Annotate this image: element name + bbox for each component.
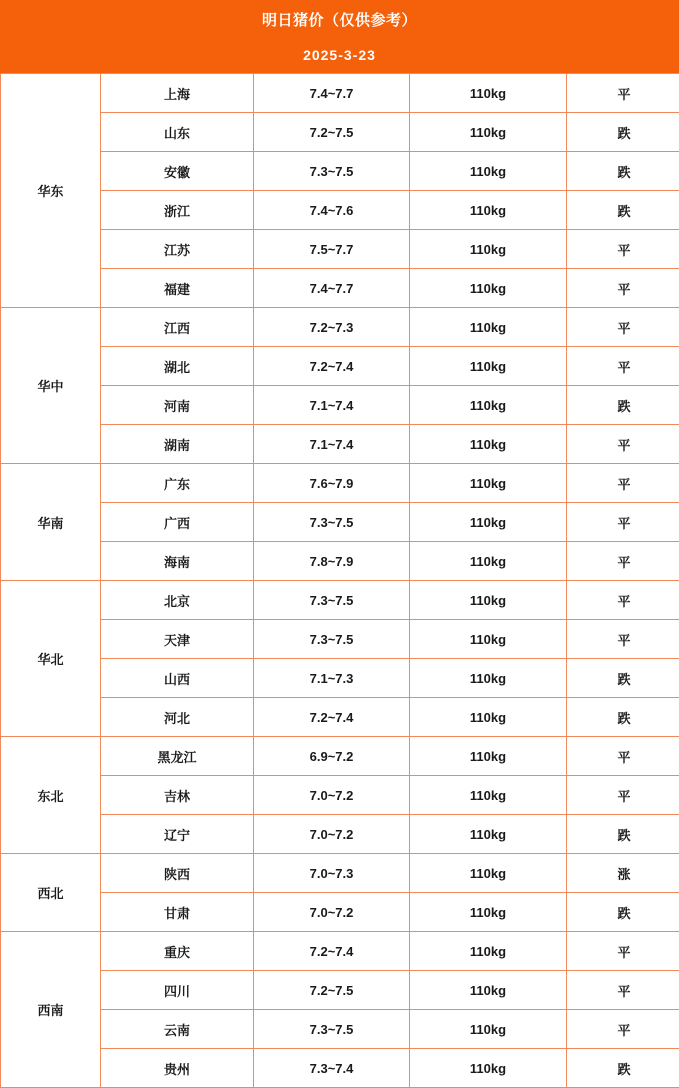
province-cell: 吉林 <box>101 776 254 815</box>
table-row <box>1 347 679 386</box>
province-cell: 贵州 <box>101 1049 254 1088</box>
table-row <box>1 659 679 698</box>
price-cell: 7.0~7.2 <box>254 815 410 854</box>
price-cell: 7.2~7.5 <box>254 971 410 1010</box>
province-cell: 云南 <box>101 1010 254 1049</box>
region-cell: 华南 <box>1 464 101 581</box>
province-cell: 广东 <box>101 464 254 503</box>
province-cell: 浙江 <box>101 191 254 230</box>
weight-cell: 110kg <box>410 581 567 620</box>
province-cell: 北京 <box>101 581 254 620</box>
province-cell: 湖南 <box>101 425 254 464</box>
table-row <box>1 737 679 776</box>
price-table <box>0 73 679 1088</box>
price-cell: 7.1~7.4 <box>254 425 410 464</box>
price-cell: 7.3~7.4 <box>254 1049 410 1088</box>
province-cell: 广西 <box>101 503 254 542</box>
trend-cell: 平 <box>567 464 679 503</box>
province-cell: 山西 <box>101 659 254 698</box>
region-cell: 华中 <box>1 308 101 464</box>
weight-cell: 110kg <box>410 1010 567 1049</box>
price-cell: 7.4~7.6 <box>254 191 410 230</box>
weight-cell: 110kg <box>410 425 567 464</box>
trend-cell: 平 <box>567 74 679 113</box>
table-row <box>1 971 679 1010</box>
province-cell: 甘肃 <box>101 893 254 932</box>
table-row <box>1 932 679 971</box>
weight-cell: 110kg <box>410 1049 567 1088</box>
region-cell: 西北 <box>1 854 101 932</box>
province-cell: 福建 <box>101 269 254 308</box>
price-cell: 7.0~7.3 <box>254 854 410 893</box>
price-cell: 7.0~7.2 <box>254 776 410 815</box>
trend-cell: 平 <box>567 503 679 542</box>
table-row <box>1 1049 679 1088</box>
trend-cell: 跌 <box>567 815 679 854</box>
trend-cell: 平 <box>567 581 679 620</box>
province-cell: 四川 <box>101 971 254 1010</box>
table-row <box>1 152 679 191</box>
table-row <box>1 503 679 542</box>
price-cell: 7.1~7.3 <box>254 659 410 698</box>
table-row <box>1 1010 679 1049</box>
price-cell: 7.2~7.4 <box>254 347 410 386</box>
table-row <box>1 776 679 815</box>
table-row <box>1 854 679 893</box>
weight-cell: 110kg <box>410 854 567 893</box>
weight-cell: 110kg <box>410 464 567 503</box>
table-row <box>1 230 679 269</box>
province-cell: 河北 <box>101 698 254 737</box>
trend-cell: 平 <box>567 347 679 386</box>
trend-cell: 跌 <box>567 659 679 698</box>
trend-cell: 跌 <box>567 893 679 932</box>
table-row <box>1 74 679 113</box>
weight-cell: 110kg <box>410 620 567 659</box>
price-cell: 7.8~7.9 <box>254 542 410 581</box>
price-cell: 7.5~7.7 <box>254 230 410 269</box>
region-cell: 华东 <box>1 74 101 308</box>
province-cell: 辽宁 <box>101 815 254 854</box>
table-row <box>1 542 679 581</box>
trend-cell: 跌 <box>567 1049 679 1088</box>
weight-cell: 110kg <box>410 776 567 815</box>
weight-cell: 110kg <box>410 152 567 191</box>
trend-cell: 跌 <box>567 698 679 737</box>
price-cell: 7.4~7.7 <box>254 74 410 113</box>
trend-cell: 平 <box>567 308 679 347</box>
trend-cell: 平 <box>567 737 679 776</box>
price-cell: 7.2~7.4 <box>254 932 410 971</box>
province-cell: 湖北 <box>101 347 254 386</box>
table-row <box>1 893 679 932</box>
weight-cell: 110kg <box>410 932 567 971</box>
weight-cell: 110kg <box>410 542 567 581</box>
table-row <box>1 425 679 464</box>
price-cell: 7.0~7.2 <box>254 893 410 932</box>
weight-cell: 110kg <box>410 191 567 230</box>
trend-cell: 平 <box>567 971 679 1010</box>
price-cell: 7.4~7.7 <box>254 269 410 308</box>
region-cell: 东北 <box>1 737 101 854</box>
weight-cell: 110kg <box>410 737 567 776</box>
weight-cell: 110kg <box>410 230 567 269</box>
price-cell: 7.1~7.4 <box>254 386 410 425</box>
weight-cell: 110kg <box>410 659 567 698</box>
trend-cell: 跌 <box>567 152 679 191</box>
weight-cell: 110kg <box>410 347 567 386</box>
weight-cell: 110kg <box>410 386 567 425</box>
weight-cell: 110kg <box>410 503 567 542</box>
weight-cell: 110kg <box>410 308 567 347</box>
trend-cell: 跌 <box>567 386 679 425</box>
table-row <box>1 698 679 737</box>
trend-cell: 平 <box>567 269 679 308</box>
table-row <box>1 620 679 659</box>
trend-cell: 平 <box>567 620 679 659</box>
price-cell: 7.3~7.5 <box>254 581 410 620</box>
trend-cell: 平 <box>567 230 679 269</box>
price-cell: 7.2~7.3 <box>254 308 410 347</box>
trend-cell: 平 <box>567 425 679 464</box>
table-row <box>1 191 679 230</box>
region-cell: 华北 <box>1 581 101 737</box>
province-cell: 江苏 <box>101 230 254 269</box>
province-cell: 黑龙江 <box>101 737 254 776</box>
trend-cell: 平 <box>567 1010 679 1049</box>
province-cell: 安徽 <box>101 152 254 191</box>
weight-cell: 110kg <box>410 113 567 152</box>
price-cell: 7.3~7.5 <box>254 1010 410 1049</box>
price-cell: 7.3~7.5 <box>254 152 410 191</box>
weight-cell: 110kg <box>410 893 567 932</box>
price-cell: 7.3~7.5 <box>254 620 410 659</box>
price-table-body <box>1 74 679 1088</box>
weight-cell: 110kg <box>410 269 567 308</box>
trend-cell: 跌 <box>567 191 679 230</box>
price-cell: 7.3~7.5 <box>254 503 410 542</box>
table-row <box>1 815 679 854</box>
province-cell: 重庆 <box>101 932 254 971</box>
page-title: 明日猪价（仅供参考） <box>0 0 679 38</box>
weight-cell: 110kg <box>410 74 567 113</box>
trend-cell: 涨 <box>567 854 679 893</box>
province-cell: 天津 <box>101 620 254 659</box>
trend-cell: 平 <box>567 776 679 815</box>
trend-cell: 平 <box>567 542 679 581</box>
province-cell: 江西 <box>101 308 254 347</box>
price-cell: 7.6~7.9 <box>254 464 410 503</box>
table-row <box>1 464 679 503</box>
province-cell: 山东 <box>101 113 254 152</box>
table-row <box>1 581 679 620</box>
weight-cell: 110kg <box>410 971 567 1010</box>
price-cell: 6.9~7.2 <box>254 737 410 776</box>
province-cell: 河南 <box>101 386 254 425</box>
table-row <box>1 308 679 347</box>
weight-cell: 110kg <box>410 815 567 854</box>
weight-cell: 110kg <box>410 698 567 737</box>
price-cell: 7.2~7.4 <box>254 698 410 737</box>
price-cell: 7.2~7.5 <box>254 113 410 152</box>
trend-cell: 跌 <box>567 113 679 152</box>
trend-cell: 平 <box>567 932 679 971</box>
province-cell: 海南 <box>101 542 254 581</box>
table-row <box>1 113 679 152</box>
table-row <box>1 386 679 425</box>
province-cell: 上海 <box>101 74 254 113</box>
region-cell: 西南 <box>1 932 101 1088</box>
province-cell: 陕西 <box>101 854 254 893</box>
table-row <box>1 269 679 308</box>
date-bar: 2025-3-23 <box>0 38 679 73</box>
